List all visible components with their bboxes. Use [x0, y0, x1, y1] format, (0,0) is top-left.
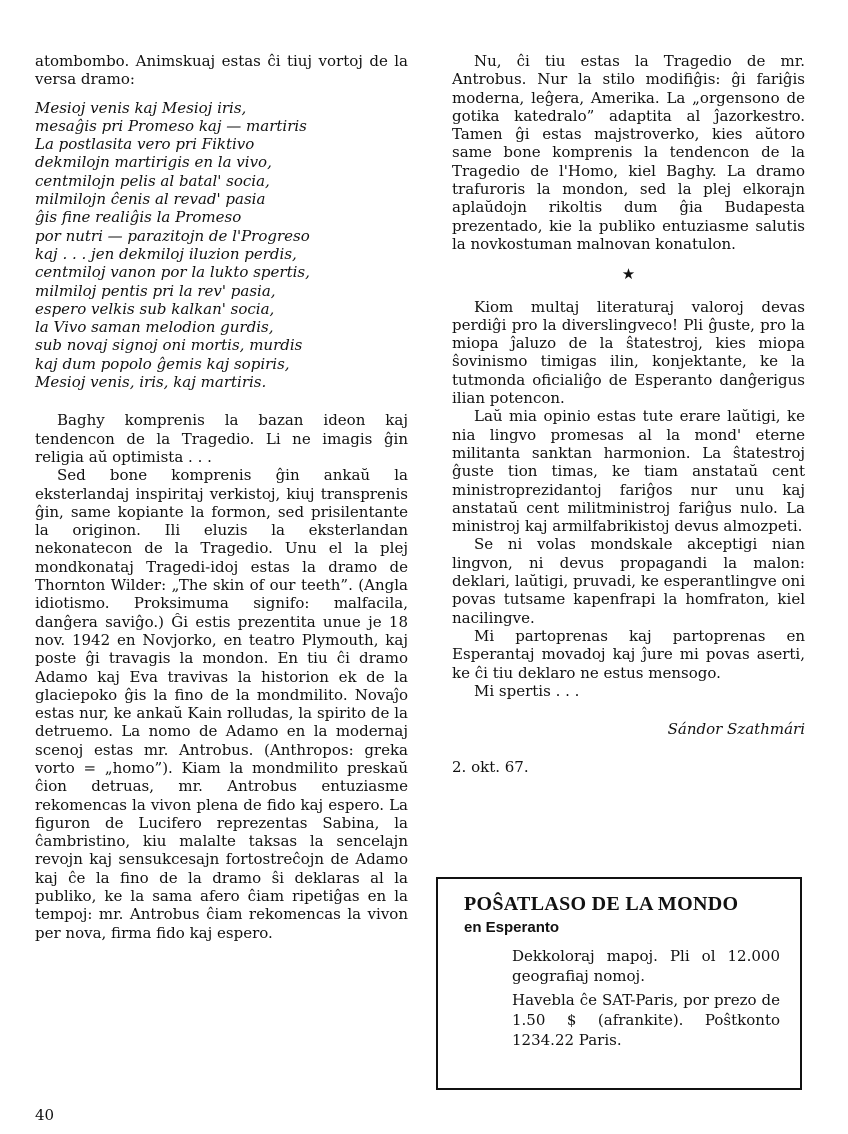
poem-line: espero velkis sub kalkan' socia, [35, 299, 275, 318]
body-paragraph: Sed bone komprenis ĝin ankaŭ la eksterlandaj inspiritaj verkistoj, kiuj transprenis ĝin, same kopiante la formon, sed prisilentante la originon. Ili eluzis la eksterlandan nekonatecon de la Tragedio. Unu el la plej mondkonataj Tragedi-idoj estas la dramo de Thornton Wilder: „The skin of our teeth”. (Angla idiotismo. Proksimuma signifo: malfacila, danĝera saviĝo.) Ĝi estis prezentita unue je 18 nov. 1942 en Novjorko, en teatro Plymouth, kaj poste ĝi travagis la mondon. En tiu ĉi dramo Adamo kaj Eva travivas la historion ek de la glaciepoko ĝis la fino de la mondmilito. Novaĵo estas nur, ke ankaŭ Kain rolludas, la spirito de la detruemo. La nomo de Adamo en la modernaj scenoj estas mr. Antrobus. (Anthropos: greka vorto = „homo”). Kiam la mondmilito preskaŭ ĉion detruas, mr. Antrobus entuziasme rekomencas la vivon plena de fido kaj espero. La figuron de Lucifero reprezentas Sabina, la ĉambristino, kiu malalte taksas la sencelajn revojn kaj sensukcesajn fortostreĉojn de Adamo kaj ĉe la fino de la dramo ŝi deklaras al la publiko, ke la sama afero ĉiam ripetiĝas en la tempoj: mr. Antrobus ĉiam rekomencas la vivon per nova, firma fido kaj espero. [35, 466, 408, 942]
poem-line: La postlasita vero pri Fiktivo [35, 135, 255, 154]
atlas-advertisement-box [436, 877, 802, 1090]
verse-excerpt [35, 99, 408, 392]
poem-line: ĝis fine realiĝis la Promeso [35, 208, 242, 227]
ad-subtitle: en Esperanto [464, 919, 560, 936]
poem-line: centmilojn pelis al batal' socia, [35, 171, 270, 190]
poem-line: sub novaj signoj oni mortis, murdis [35, 336, 303, 355]
body-paragraph: Mi partoprenas kaj partoprenas en Esperantaj movadoj kaj ĵure mi povas aserti, ke ĉi tiu deklaro ne estus mensogo. [452, 626, 805, 682]
body-paragraph: Se ni volas mondskale akceptigi nian lingvon, ni devus propagandi la malon: deklari, laŭtigi, pruvadi, ke esperantlingve oni povas tutsame kapenfrapi la homfraton, kiel nacilingve. [452, 535, 805, 627]
ad-line: Dekkoloraj mapoj. Pli ol 12.000 geografiaj nomoj. [512, 947, 780, 985]
poem-line: dekmilojn martirigis en la vivo, [35, 153, 272, 172]
body-paragraph: Mi spertis . . . [474, 681, 580, 700]
author-signature: Sándor Szathmári [667, 720, 805, 739]
ad-body [512, 946, 780, 1050]
poem-line: milmiloj pentis pri la rev' pasia, [35, 281, 276, 300]
body-paragraph: Baghy komprenis la bazan ideon kaj tendencon de la Tragedio. Li ne imagis ĝin religia aŭ optimista . . . [35, 411, 408, 466]
page-number: 40 [35, 1106, 55, 1124]
article-date: 2. okt. 67. [452, 758, 529, 777]
poem-line: Mesioj venis, iris, kaj martiris. [35, 373, 267, 392]
left-column [35, 52, 408, 942]
poem-line: Mesioj venis kaj Mesioj iris, [35, 98, 247, 117]
right-column [452, 52, 805, 777]
poem-line: kaj . . . jen dekmiloj iluzion perdis, [35, 244, 297, 263]
section-separator-star: ★ [621, 265, 636, 284]
body-paragraph: Nu, ĉi tiu estas la Tragedio de mr. Antrobus. Nur la stilo modifiĝis: ĝi fariĝis moderna, leĝera, Amerika. La „orgensono de gotika katedralo” adaptita al ĵazorkestro. Tamen ĝi estas majstroverko, kies aŭtoro same bone komprenis la tendencon de la Tragedio de l'Homo, kiel Baghy. La dramo trafuroris la mondon, sed la plej elkorajn aplaŭdojn rikoltis dum ĝia Budapesta prezentado, kie la publiko entuziasme salutis la novkostuman malnovan konatulon. [452, 52, 805, 253]
poem-line: la Vivo saman melodion gurdis, [35, 318, 274, 337]
ad-title: POŜATLASO DE LA MONDO [464, 893, 739, 915]
poem-line: mesaĝis pri Promeso kaj — martiris [35, 116, 307, 135]
ad-line: Havebla ĉe SAT-Paris, por prezo de 1.50 $ (afrankite). Poŝtkonto 1234.22 Paris. [512, 991, 780, 1049]
body-paragraph: Laŭ mia opinio estas tute erare laŭtigi, ke nia lingvo promesas al la mond' eterne militanta sanktan harmonion. La ŝtatestroj ĝuste tion timas, ke tiam anstataŭ cent ministroprezidantoj fariĝos nur unu kaj anstataŭ cent militministroj fariĝus nulo. La ministroj kaj armilfabrikistoj devus almozpeti. [452, 407, 805, 536]
intro-paragraph: atombombo. Animskuaj estas ĉi tiuj vortoj de la versa dramo: [35, 52, 408, 89]
body-paragraph: Kiom multaj literaturaj valoroj devas perdiĝi pro la diverslingveco! Pli ĝuste, pro la miopa ĵaluzo de la ŝtatestroj, kies miopa ŝovinismo timigas ilin, konjektante, ke la tutmonda oficialiĝo de Esperanto danĝerigus ilian potencon. [452, 297, 805, 408]
poem-line: por nutri — parazitojn de l'Progreso [35, 226, 310, 245]
poem-line: kaj dum popolo ĝemis kaj sopiris, [35, 354, 290, 373]
poem-line: centmiloj vanon por la lukto spertis, [35, 263, 310, 282]
poem-line: milmilojn ĉenis al revad' pasia [35, 190, 266, 209]
